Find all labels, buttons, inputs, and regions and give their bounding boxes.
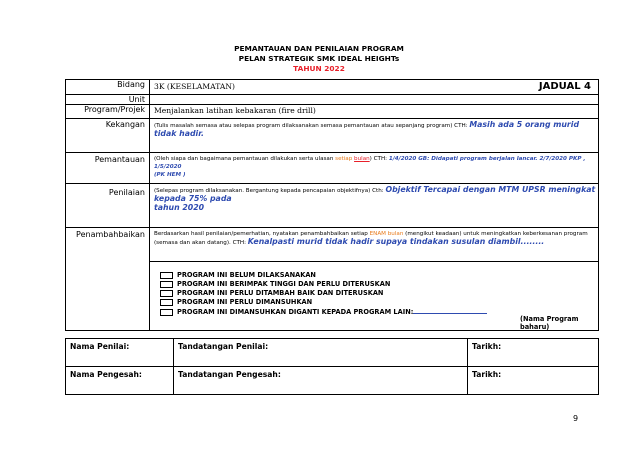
label-penambahbaikan: Penambahbaikan	[66, 228, 150, 331]
label-unit: Unit	[66, 95, 150, 105]
header-year: TAHUN 2022	[293, 64, 345, 73]
page-number: 9	[573, 414, 579, 423]
document-header	[0, 44, 638, 74]
value-penambahbaikan	[150, 228, 599, 331]
label-kekangan: Kekangan	[66, 119, 150, 153]
penilaian-example: Objektif Tercapai dengan MTM UPSR meningkat kepada 75% pada	[154, 185, 596, 203]
value-kekangan	[150, 119, 599, 153]
tarikh-pengesah-field: Tarikh:	[468, 367, 599, 395]
label-penilaian: Penilaian	[66, 184, 150, 228]
program-baharu-field[interactable]	[413, 307, 487, 314]
status-option[interactable]: PROGRAM INI PERLU DIMANSUHKAN	[160, 298, 312, 307]
nama-penilai-field: Nama Penilai:	[66, 339, 174, 367]
kekangan-note: (Tulis masalah semasa atau selepas program dilaksanakan semasa pemantauan atau sepanjang program) CTH:	[154, 123, 468, 129]
tandatangan-penilai-field: Tandatangan Penilai:	[174, 339, 468, 367]
label-bidang: Bidang	[66, 80, 150, 95]
label-program: Program/Projek	[66, 105, 150, 119]
penilaian-note: (Selepas program dilaksanakan. Bergantung kepada pencapaian objektifnya) Cth:	[154, 188, 384, 194]
header-title: PEMANTAUAN DAN PENILAIAN PROGRAM	[234, 44, 404, 53]
value-unit	[150, 95, 599, 105]
tandatangan-pengesah-field: Tandatangan Pengesah:	[174, 367, 468, 395]
penambahbaikan-example: Kenalpasti murid tidak hadir supaya tindakan susulan diambil........	[247, 237, 545, 246]
header-subtitle: PELAN STRATEGIK SMK IDEAL HEIGHTs	[238, 54, 400, 63]
penilaian-example-2: tahun 2020	[154, 203, 205, 212]
penambahbaikan-note-c: (semasa dan akan datang). CTH:	[154, 240, 247, 246]
pemantauan-example-2: (PK HEM )	[154, 172, 186, 178]
pemantauan-note-b: ) CTH:	[369, 156, 388, 162]
nama-pengesah-field: Nama Pengesah:	[66, 367, 174, 395]
signature-table	[65, 338, 599, 395]
pemantauan-example: 1/4/2020 GB: Didapati program berjalan lancar. 2/7/2020 PKP , 1/5/2020	[154, 156, 586, 170]
status-option[interactable]: PROGRAM INI DIMANSUHKAN DIGANTI KEPADA PROGRAM LAIN:	[160, 307, 487, 317]
tarikh-penilai-field: Tarikh:	[468, 339, 599, 367]
status-options	[150, 262, 598, 330]
value-pemantauan	[150, 153, 599, 184]
value-penilaian	[150, 184, 599, 228]
status-option[interactable]: PROGRAM INI PERLU DITAMBAH BAIK DAN DITERUSKAN	[160, 289, 383, 298]
status-option[interactable]: PROGRAM INI BERIMPAK TINGGI DAN PERLU DITERUSKAN	[160, 280, 390, 289]
checkbox[interactable]	[160, 272, 173, 279]
penambahbaikan-note-a: Berdasarkan hasil penilaian/pemerhatian, nyatakan penambahbaikan setiap	[154, 231, 368, 237]
evaluation-table	[65, 79, 599, 331]
checkbox[interactable]	[160, 290, 173, 297]
label-pemantauan: Pemantauan	[66, 153, 150, 184]
checkbox[interactable]	[160, 299, 173, 306]
pemantauan-bulan: bulan	[354, 156, 370, 162]
jadual-label: JADUAL 4	[538, 81, 591, 92]
pemantauan-note-a: (Oleh siapa dan bagaimana pemantauan dilakukan serta ulasan	[154, 156, 334, 162]
checkbox[interactable]	[160, 309, 173, 316]
penambahbaikan-enam: ENAM bulan	[369, 231, 404, 237]
status-option[interactable]: PROGRAM INI BELUM DILAKSANAKAN	[160, 271, 316, 280]
pemantauan-setiap: setiap	[335, 156, 353, 162]
kekangan-example: Masih ada 5 orang murid tidak hadir.	[154, 120, 580, 138]
penambahbaikan-note-b: (mengikut keadaan) untuk meningkatkan keberkesanan program	[405, 231, 588, 237]
checkbox[interactable]	[160, 281, 173, 288]
value-program: Menjalankan latihan kebakaran (fire drill)	[150, 105, 599, 119]
nama-program-baharu-label: (Nama Program baharu)	[520, 315, 579, 331]
value-bidang: 3K (KESELAMATAN)	[150, 80, 599, 95]
